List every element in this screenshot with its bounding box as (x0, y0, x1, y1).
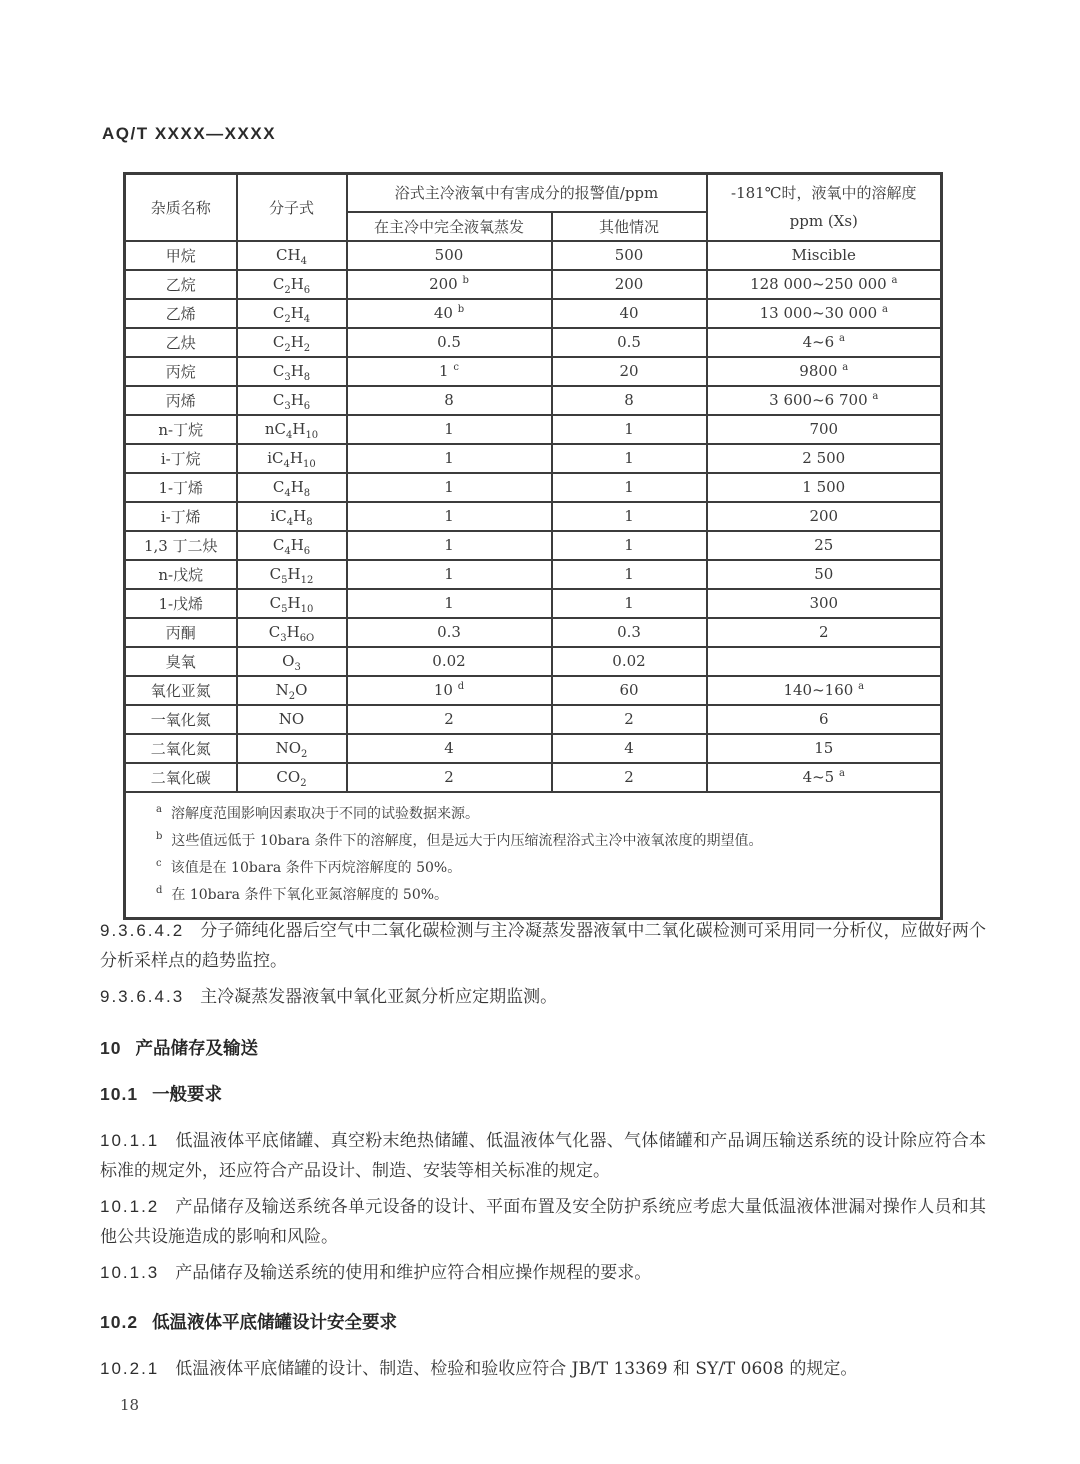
footnote-text: 溶解度范围影响因素取决于不同的试验数据来源。 (170, 805, 479, 822)
clause-paragraph (100, 1192, 986, 1252)
table-row (125, 589, 942, 618)
table-row (125, 444, 942, 473)
cell-alarm-full-evaporation: 8 (347, 386, 552, 415)
cell-impurity-name: 丙烯 (125, 386, 237, 415)
cell-alarm-other: 1 (552, 473, 707, 502)
table-row (125, 531, 942, 560)
clause-text: 低温液体平底储罐设计安全要求 (152, 1312, 398, 1332)
cell-impurity-name: 丙烷 (125, 357, 237, 386)
cell-formula: $iC_4H_{10}$ (237, 444, 347, 473)
cell-impurity-name: 乙炔 (125, 328, 237, 357)
clause-number: 10 (100, 1038, 122, 1058)
cell-alarm-full-evaporation: 1 (347, 531, 552, 560)
section-heading (100, 1082, 986, 1106)
clause-paragraph (100, 982, 986, 1012)
table-footnote (156, 828, 930, 855)
cell-alarm-other: 2 (552, 763, 707, 792)
cell-alarm-full-evaporation: 200 $^b$ (347, 270, 552, 299)
clause-number: 10.2.1 (100, 1359, 160, 1378)
clause-text: 一般要求 (152, 1084, 223, 1104)
table-row (125, 299, 942, 328)
cell-alarm-full-evaporation: 1 (347, 444, 552, 473)
clause-number: 9.3.6.4.3 (100, 987, 185, 1006)
impurity-table (123, 172, 943, 920)
cell-alarm-other: 1 (552, 415, 707, 444)
cell-alarm-full-evaporation: 1 $^c$ (347, 357, 552, 386)
table-row (125, 734, 942, 763)
cell-alarm-other: 8 (552, 386, 707, 415)
footnote-marker: a (156, 803, 162, 815)
cell-formula: $nC_4H_{10}$ (237, 415, 347, 444)
cell-alarm-full-evaporation: 0.02 (347, 647, 552, 676)
table-row (125, 502, 942, 531)
cell-formula: $C_2H_4$ (237, 299, 347, 328)
table-row (125, 357, 942, 386)
clause-number: 10.1.1 (100, 1131, 160, 1150)
table-row (125, 676, 942, 705)
impurity-table-body (125, 241, 942, 792)
doc-code: AQ/T XXXX—XXXX (102, 124, 277, 143)
footnote-marker: d (156, 884, 163, 896)
footnote-text: 在 10bara 条件下氧化亚氮溶解度的 50%。 (171, 886, 449, 903)
cell-alarm-other: 1 (552, 589, 707, 618)
cell-alarm-other: 1 (552, 531, 707, 560)
table-row (125, 473, 942, 502)
cell-solubility: 140~160 $^a$ (707, 676, 942, 705)
table-row (125, 560, 942, 589)
cell-formula: $C_3H_8$ (237, 357, 347, 386)
cell-impurity-name: 1-戊烯 (125, 589, 237, 618)
cell-solubility: 50 (707, 560, 942, 589)
cell-impurity-name: 1,3 丁二炔 (125, 531, 237, 560)
clause-text: 低温液体平底储罐、真空粉末绝热储罐、低温液体气化器、气体储罐和产品调压输送系统的设计除应符合本标准的规定外，还应符合产品设计、制造、安装等相关标准的规定。 (100, 1131, 986, 1181)
cell-alarm-full-evaporation: 4 (347, 734, 552, 763)
cell-alarm-other: 60 (552, 676, 707, 705)
cell-alarm-other: 40 (552, 299, 707, 328)
cell-impurity-name: i-丁烯 (125, 502, 237, 531)
table-row (125, 270, 942, 299)
cell-impurity-name: 甲烷 (125, 241, 237, 270)
cell-alarm-other: 4 (552, 734, 707, 763)
cell-alarm-other: 0.02 (552, 647, 707, 676)
cell-alarm-other: 500 (552, 241, 707, 270)
clause-paragraph (100, 1258, 986, 1288)
header-impurity-name: 杂质名称 (125, 174, 237, 241)
cell-solubility: 25 (707, 531, 942, 560)
cell-alarm-other: 1 (552, 444, 707, 473)
cell-alarm-full-evaporation: 0.3 (347, 618, 552, 647)
cell-solubility: 700 (707, 415, 942, 444)
body-text (100, 916, 986, 1390)
clause-number: 9.3.6.4.2 (100, 921, 185, 940)
clause-text: 低温液体平底储罐的设计、制造、检验和验收应符合 JB/T 13369 和 SY/T 0608 的规定。 (175, 1359, 858, 1379)
cell-formula: $C_2H_6$ (237, 270, 347, 299)
clause-text: 产品储存及输送系统各单元设备的设计、平面布置及安全防护系统应考虑大量低温液体泄漏对操作人员和其他公共设施造成的影响和风险。 (100, 1197, 986, 1247)
cell-alarm-full-evaporation: 500 (347, 241, 552, 270)
cell-alarm-other: 0.3 (552, 618, 707, 647)
cell-formula: $C_4H_8$ (237, 473, 347, 502)
cell-solubility: 3 600~6 700 $^a$ (707, 386, 942, 415)
cell-formula: $C_2H_2$ (237, 328, 347, 357)
cell-solubility: 6 (707, 705, 942, 734)
cell-formula: $iC_4H_8$ (237, 502, 347, 531)
cell-impurity-name: 氧化亚氮 (125, 676, 237, 705)
impurity-table-header (125, 174, 942, 241)
cell-impurity-name: 二氧化碳 (125, 763, 237, 792)
clause-text: 主冷凝蒸发器液氧中氧化亚氮分析应定期监测。 (200, 987, 558, 1007)
cell-impurity-name: 乙烷 (125, 270, 237, 299)
cell-formula: $O_3$ (237, 647, 347, 676)
cell-alarm-other: 2 (552, 705, 707, 734)
table-row (125, 618, 942, 647)
cell-formula: $C_3H_{6O}$ (237, 618, 347, 647)
header-alarm-group: 浴式主冷液氧中有害成分的报警值/ppm (347, 174, 707, 212)
clause-paragraph (100, 1126, 986, 1186)
table-row (125, 647, 942, 676)
cell-impurity-name: 丙酮 (125, 618, 237, 647)
cell-impurity-name: 二氧化氮 (125, 734, 237, 763)
header-solubility (707, 174, 942, 241)
cell-solubility: 15 (707, 734, 942, 763)
cell-solubility: Miscible (707, 241, 942, 270)
cell-solubility: 4~5 $^a$ (707, 763, 942, 792)
table-row (125, 705, 942, 734)
footnote-text: 该值是在 10bara 条件下丙烷溶解度的 50%。 (170, 859, 462, 876)
cell-solubility: 300 (707, 589, 942, 618)
cell-impurity-name: 一氧化氮 (125, 705, 237, 734)
header-alarm-other: 其他情况 (552, 212, 707, 241)
cell-formula: $C_4H_6$ (237, 531, 347, 560)
table-row (125, 415, 942, 444)
cell-alarm-other: 200 (552, 270, 707, 299)
cell-solubility: 200 (707, 502, 942, 531)
table-footnote (156, 855, 930, 882)
cell-impurity-name: 乙烯 (125, 299, 237, 328)
table-footnote (156, 882, 930, 909)
cell-solubility: 1 500 (707, 473, 942, 502)
cell-alarm-full-evaporation: 0.5 (347, 328, 552, 357)
cell-solubility: 4~6 $^a$ (707, 328, 942, 357)
cell-alarm-other: 1 (552, 560, 707, 589)
table-row (125, 328, 942, 357)
cell-alarm-full-evaporation: 1 (347, 560, 552, 589)
clause-text: 产品储存及输送系统的使用和维护应符合相应操作规程的要求。 (175, 1263, 652, 1283)
clause-text: 分子筛纯化器后空气中二氧化碳检测与主冷凝蒸发器液氧中二氧化碳检测可采用同一分析仪，应做好两个分析采样点的趋势监控。 (100, 921, 986, 971)
cell-impurity-name: n-丁烷 (125, 415, 237, 444)
page-number: 18 (120, 1396, 140, 1414)
cell-solubility: 128 000~250 000 $^a$ (707, 270, 942, 299)
cell-alarm-other: 0.5 (552, 328, 707, 357)
cell-impurity-name: 1-丁烯 (125, 473, 237, 502)
clause-number: 10.1 (100, 1084, 139, 1104)
clause-paragraph (100, 916, 986, 976)
cell-formula: $CH_4$ (237, 241, 347, 270)
cell-alarm-other: 20 (552, 357, 707, 386)
cell-solubility: 13 000~30 000 $^a$ (707, 299, 942, 328)
cell-solubility: 2 (707, 618, 942, 647)
footnote-marker: c (156, 857, 162, 869)
cell-formula: $C_5H_{10}$ (237, 589, 347, 618)
cell-formula: NO (237, 705, 347, 734)
cell-alarm-full-evaporation: 2 (347, 763, 552, 792)
footnote-text: 这些值远低于 10bara 条件下的溶解度，但是远大于内压缩流程浴式主冷中液氧浓度的期望值。 (171, 832, 763, 849)
cell-alarm-full-evaporation: 1 (347, 589, 552, 618)
clause-number: 10.1.3 (100, 1263, 160, 1282)
table-row (125, 386, 942, 415)
cell-alarm-full-evaporation: 1 (347, 473, 552, 502)
clause-number: 10.2 (100, 1312, 139, 1332)
cell-formula: $CO_2$ (237, 763, 347, 792)
cell-formula: $NO_2$ (237, 734, 347, 763)
cell-solubility: 9800 $^a$ (707, 357, 942, 386)
cell-formula: $N_2O$ (237, 676, 347, 705)
footnote-marker: b (156, 830, 163, 842)
table-row (125, 241, 942, 270)
clause-number: 10.1.2 (100, 1197, 160, 1216)
clause-paragraph (100, 1354, 986, 1384)
cell-alarm-full-evaporation: 10 $^d$ (347, 676, 552, 705)
cell-alarm-full-evaporation: 40 $^b$ (347, 299, 552, 328)
table-footnotes (125, 792, 942, 919)
cell-solubility (707, 647, 942, 676)
cell-alarm-full-evaporation: 1 (347, 415, 552, 444)
header-formula: 分子式 (237, 174, 347, 241)
cell-impurity-name: n-戊烷 (125, 560, 237, 589)
cell-formula: $C_3H_6$ (237, 386, 347, 415)
table-row (125, 763, 942, 792)
clause-text: 产品储存及输送 (135, 1038, 258, 1058)
header-solubility-line1: -181℃时，液氧中的溶解度 (731, 183, 917, 202)
header-solubility-line2: ppm (Xs) (789, 212, 858, 231)
table-footnote (156, 801, 930, 828)
section-heading (100, 1036, 986, 1060)
cell-formula: $C_5H_{12}$ (237, 560, 347, 589)
cell-alarm-full-evaporation: 1 (347, 502, 552, 531)
cell-impurity-name: 臭氧 (125, 647, 237, 676)
cell-impurity-name: i-丁烷 (125, 444, 237, 473)
cell-alarm-other: 1 (552, 502, 707, 531)
header-alarm-full-evaporation: 在主冷中完全液氧蒸发 (347, 212, 552, 241)
cell-alarm-full-evaporation: 2 (347, 705, 552, 734)
cell-solubility: 2 500 (707, 444, 942, 473)
section-heading (100, 1310, 986, 1334)
